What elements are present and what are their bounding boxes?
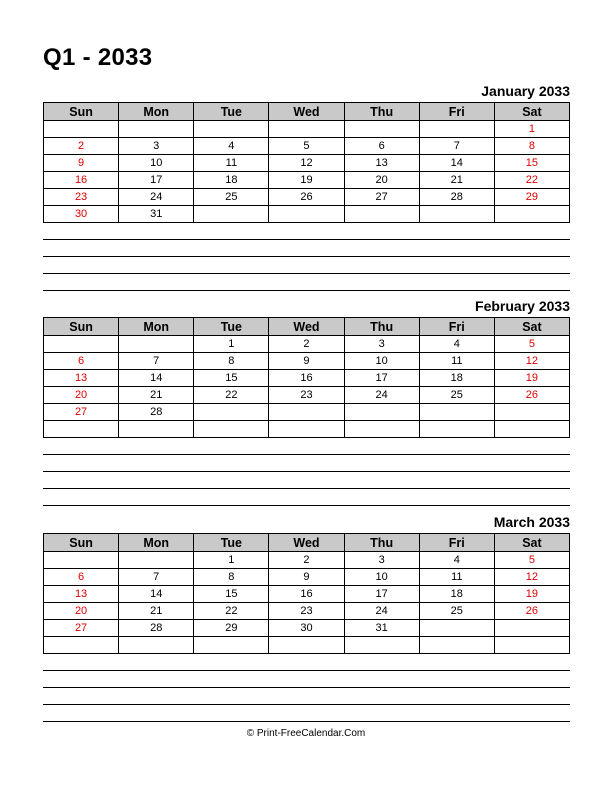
day-cell: 25 [419,603,494,620]
calendar-grid [43,533,570,654]
calendar-body [44,336,570,438]
weekday-header-sat: Sat [494,318,569,336]
day-cell: 5 [494,336,569,353]
weekday-header-thu: Thu [344,103,419,121]
month-title: February 2033 [475,298,570,314]
month-block-february [43,297,570,506]
weekday-header-fri: Fri [419,318,494,336]
day-cell: 22 [194,603,269,620]
day-cell: 19 [269,172,344,189]
day-cell: 16 [269,370,344,387]
day-cell [419,637,494,654]
week-row [44,155,570,172]
day-cell [119,336,194,353]
day-cell: 11 [194,155,269,172]
day-cell: 24 [344,387,419,404]
weekday-header-row [44,318,570,336]
day-cell: 20 [44,603,119,620]
day-cell: 16 [44,172,119,189]
day-cell: 3 [119,138,194,155]
day-cell: 11 [419,353,494,370]
day-cell [119,121,194,138]
day-cell: 31 [119,206,194,223]
day-cell [269,421,344,438]
day-cell: 9 [269,353,344,370]
notes-area [43,654,570,722]
day-cell: 23 [269,603,344,620]
day-cell: 26 [494,603,569,620]
week-row [44,336,570,353]
day-cell [119,552,194,569]
day-cell: 27 [44,404,119,421]
page-title: Q1 - 2033 [43,44,153,71]
day-cell: 7 [419,138,494,155]
day-cell [494,637,569,654]
week-row [44,121,570,138]
day-cell: 18 [194,172,269,189]
day-cell: 1 [194,552,269,569]
day-cell: 5 [494,552,569,569]
day-cell: 12 [269,155,344,172]
day-cell: 13 [44,370,119,387]
day-cell: 20 [44,387,119,404]
day-cell: 24 [119,189,194,206]
day-cell: 6 [344,138,419,155]
day-cell: 6 [44,569,119,586]
day-cell [119,421,194,438]
day-cell: 18 [419,586,494,603]
weekday-header-tue: Tue [194,534,269,552]
day-cell: 15 [494,155,569,172]
day-cell: 8 [194,569,269,586]
day-cell: 27 [344,189,419,206]
day-cell [269,206,344,223]
day-cell: 6 [44,353,119,370]
weekday-header-wed: Wed [269,103,344,121]
day-cell: 17 [344,370,419,387]
day-cell: 22 [194,387,269,404]
day-cell: 3 [344,552,419,569]
day-cell: 8 [194,353,269,370]
day-cell [494,620,569,637]
day-cell: 11 [419,569,494,586]
day-cell: 16 [269,586,344,603]
day-cell [419,421,494,438]
day-cell: 25 [194,189,269,206]
day-cell [494,404,569,421]
weekday-header-wed: Wed [269,318,344,336]
note-line [43,240,570,257]
week-row [44,404,570,421]
note-line [43,489,570,506]
weekday-header-thu: Thu [344,318,419,336]
day-cell: 19 [494,370,569,387]
day-cell: 22 [494,172,569,189]
weekday-header-wed: Wed [269,534,344,552]
day-cell: 10 [119,155,194,172]
weekday-header-mon: Mon [119,534,194,552]
day-cell [194,637,269,654]
day-cell: 1 [494,121,569,138]
day-cell [194,404,269,421]
day-cell [494,206,569,223]
calendar-body [44,552,570,654]
day-cell [44,336,119,353]
note-line [43,472,570,489]
month-block-march [43,513,570,722]
day-cell: 14 [119,370,194,387]
day-cell: 31 [344,620,419,637]
week-row [44,637,570,654]
day-cell: 23 [269,387,344,404]
day-cell [44,637,119,654]
day-cell [119,637,194,654]
day-cell: 29 [194,620,269,637]
day-cell [344,206,419,223]
weekday-header-mon: Mon [119,103,194,121]
day-cell: 19 [494,586,569,603]
day-cell [44,121,119,138]
day-cell: 2 [269,552,344,569]
day-cell: 13 [344,155,419,172]
calendar-body [44,121,570,223]
day-cell: 4 [419,552,494,569]
day-cell: 30 [269,620,344,637]
day-cell: 21 [119,387,194,404]
day-cell: 15 [194,586,269,603]
day-cell [419,404,494,421]
weekday-header-tue: Tue [194,103,269,121]
day-cell: 10 [344,569,419,586]
day-cell: 21 [419,172,494,189]
day-cell: 4 [419,336,494,353]
day-cell: 28 [419,189,494,206]
day-cell: 2 [44,138,119,155]
day-cell: 1 [194,336,269,353]
week-row [44,370,570,387]
day-cell: 9 [269,569,344,586]
weekday-header-thu: Thu [344,534,419,552]
day-cell: 2 [269,336,344,353]
day-cell: 17 [119,172,194,189]
week-row [44,569,570,586]
day-cell: 15 [194,370,269,387]
day-cell [344,404,419,421]
week-row [44,138,570,155]
day-cell: 25 [419,387,494,404]
day-cell [344,121,419,138]
day-cell: 12 [494,569,569,586]
week-row [44,189,570,206]
week-row [44,620,570,637]
weekday-header-fri: Fri [419,534,494,552]
day-cell: 20 [344,172,419,189]
day-cell: 28 [119,404,194,421]
note-line [43,654,570,671]
day-cell [344,421,419,438]
note-line [43,274,570,291]
month-title: January 2033 [481,83,570,99]
day-cell: 21 [119,603,194,620]
note-line [43,455,570,472]
day-cell [419,206,494,223]
day-cell [269,637,344,654]
note-line [43,705,570,722]
day-cell [44,552,119,569]
day-cell: 28 [119,620,194,637]
day-cell: 8 [494,138,569,155]
day-cell: 24 [344,603,419,620]
weekday-header-row [44,534,570,552]
day-cell [344,637,419,654]
month-title: March 2033 [493,514,570,530]
week-row [44,387,570,404]
day-cell: 12 [494,353,569,370]
day-cell: 14 [419,155,494,172]
notes-area [43,438,570,506]
note-line [43,438,570,455]
day-cell: 10 [344,353,419,370]
weekday-header-fri: Fri [419,103,494,121]
day-cell [419,121,494,138]
day-cell: 26 [269,189,344,206]
weekday-header-tue: Tue [194,318,269,336]
weekday-header-sun: Sun [44,534,119,552]
weekday-header-sun: Sun [44,318,119,336]
weekday-header-mon: Mon [119,318,194,336]
week-row [44,353,570,370]
day-cell: 13 [44,586,119,603]
note-line [43,223,570,240]
day-cell [194,121,269,138]
week-row [44,206,570,223]
note-line [43,671,570,688]
note-line [43,257,570,274]
week-row [44,586,570,603]
day-cell [269,121,344,138]
day-cell: 17 [344,586,419,603]
day-cell: 4 [194,138,269,155]
day-cell: 3 [344,336,419,353]
day-cell: 5 [269,138,344,155]
month-block-january [43,82,570,291]
day-cell: 27 [44,620,119,637]
week-row [44,552,570,569]
week-row [44,172,570,189]
footer-credit: © Print-FreeCalendar.Com [246,728,366,739]
day-cell: 9 [44,155,119,172]
day-cell [194,206,269,223]
day-cell: 29 [494,189,569,206]
day-cell: 26 [494,387,569,404]
day-cell [494,421,569,438]
day-cell: 23 [44,189,119,206]
weekday-header-sat: Sat [494,534,569,552]
day-cell [194,421,269,438]
day-cell [44,421,119,438]
calendar-grid [43,102,570,223]
day-cell: 14 [119,586,194,603]
notes-area [43,223,570,291]
day-cell: 7 [119,569,194,586]
day-cell: 30 [44,206,119,223]
weekday-header-sun: Sun [44,103,119,121]
day-cell: 7 [119,353,194,370]
day-cell [419,620,494,637]
week-row [44,421,570,438]
weekday-header-row [44,103,570,121]
calendar-grid [43,317,570,438]
weekday-header-sat: Sat [494,103,569,121]
week-row [44,603,570,620]
note-line [43,688,570,705]
day-cell: 18 [419,370,494,387]
day-cell [269,404,344,421]
